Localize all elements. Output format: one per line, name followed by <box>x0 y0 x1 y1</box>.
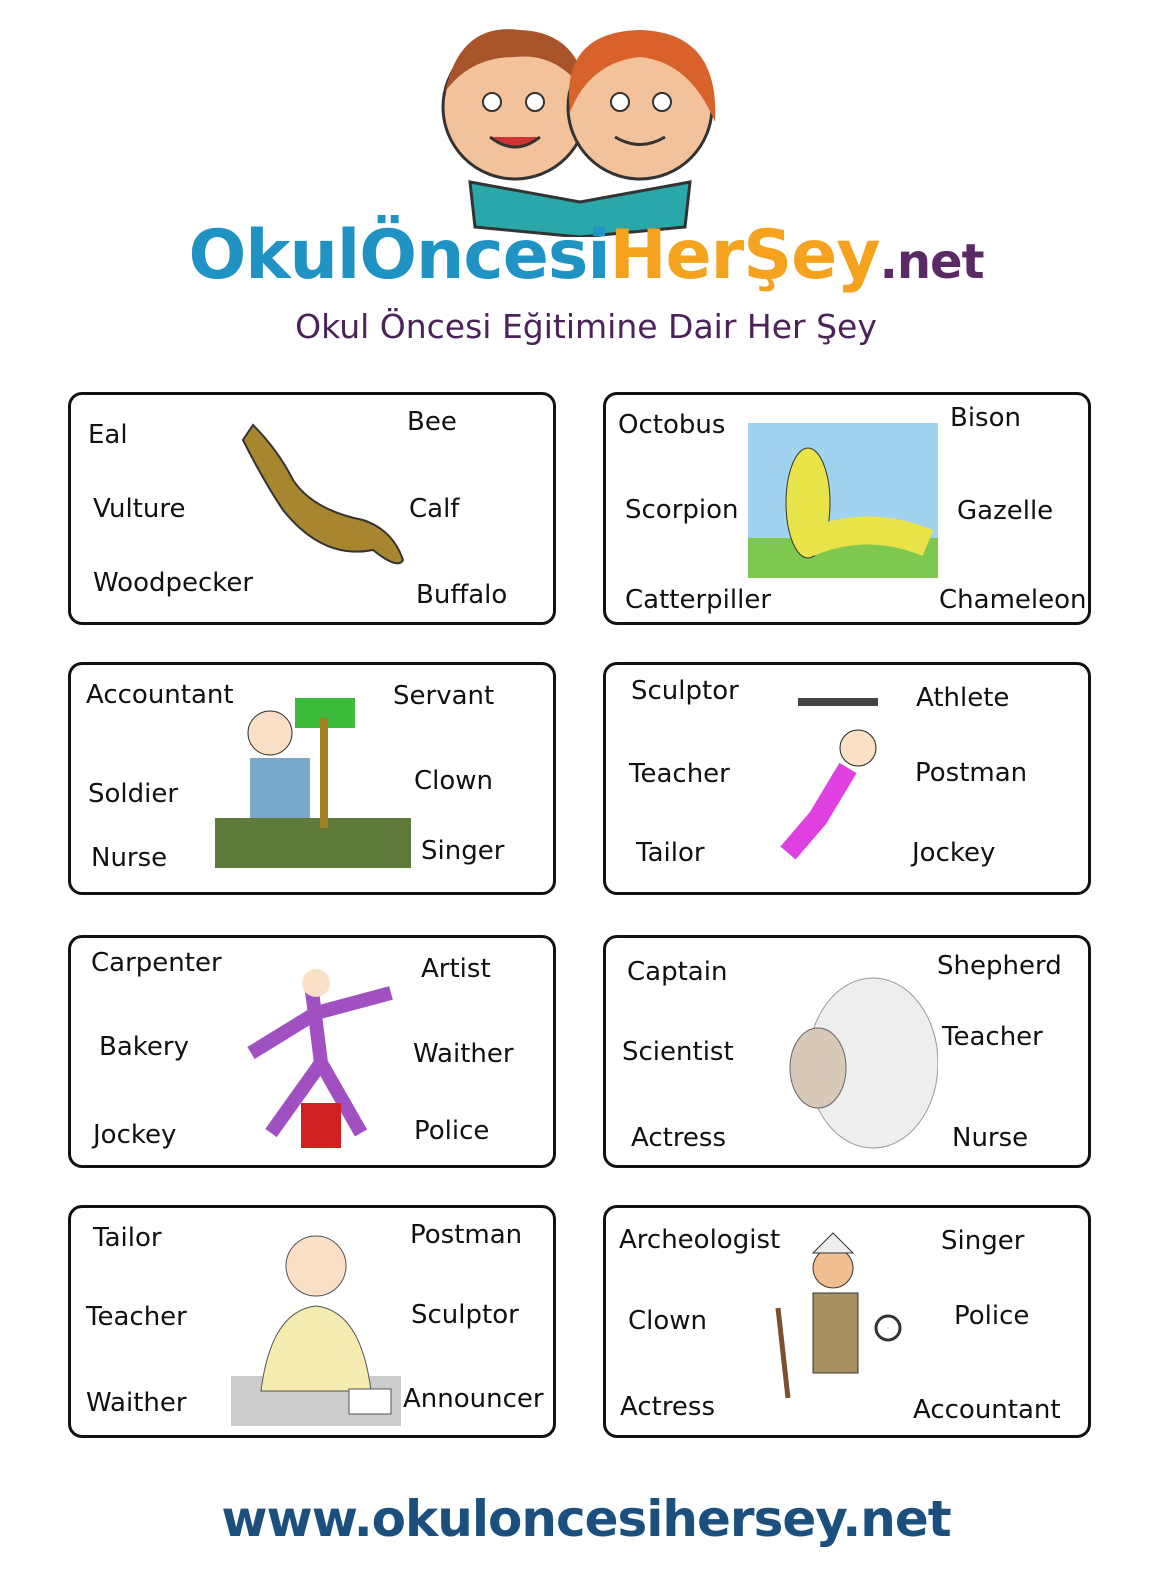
card-word: Octobus <box>618 410 726 440</box>
footer-url: www.okuloncesihersey.net <box>221 1490 951 1548</box>
card-word: Accountant <box>86 680 234 710</box>
card-word: Singer <box>941 1226 1025 1256</box>
card-word: Announcer <box>403 1384 544 1414</box>
caterpillar-illustration-icon <box>748 423 938 578</box>
card-word: Shepherd <box>937 951 1062 981</box>
card-word: Woodpecker <box>93 568 254 598</box>
card-word: Tailor <box>93 1223 162 1253</box>
card-word: Eal <box>88 420 128 450</box>
card-word: Nurse <box>91 843 168 873</box>
logo-part-1: OkulÖncesi <box>188 216 610 295</box>
vocabulary-card <box>68 392 556 625</box>
vocabulary-card <box>603 662 1091 895</box>
athlete-illustration-icon <box>778 688 903 868</box>
card-word: Vulture <box>93 494 186 524</box>
archeologist-illustration-icon <box>768 1228 940 1423</box>
vocabulary-card <box>68 935 556 1168</box>
card-word: Actress <box>620 1392 716 1422</box>
card-word: Soldier <box>88 779 179 809</box>
card-word: Jockey <box>93 1120 177 1150</box>
tagline: Okul Öncesi Eğitimine Dair Her Şey <box>295 307 877 346</box>
card-word: Calf <box>409 494 460 524</box>
vocabulary-card <box>603 935 1091 1168</box>
card-word: Waither <box>413 1039 514 1069</box>
card-word: Teacher <box>942 1022 1043 1052</box>
logo-part-3: .net <box>879 234 984 290</box>
announcer-illustration-icon <box>231 1221 401 1426</box>
card-word: Singer <box>421 836 505 866</box>
card-word: Catterpiller <box>625 585 772 615</box>
vocabulary-card <box>68 1205 556 1438</box>
card-word: Bee <box>407 407 457 437</box>
vocabulary-card <box>603 1205 1091 1438</box>
card-word: Chameleon <box>939 585 1087 615</box>
card-word: Jockey <box>912 838 996 868</box>
eel-illustration-icon <box>223 420 408 580</box>
accountant-illustration-icon <box>215 678 411 873</box>
card-word: Carpenter <box>91 948 222 978</box>
card-word: Teacher <box>86 1302 187 1332</box>
card-word: Tailor <box>636 838 705 868</box>
card-word: Waither <box>86 1388 187 1418</box>
card-word: Scientist <box>622 1037 734 1067</box>
card-word: Scorpion <box>625 495 739 525</box>
card-word: Teacher <box>629 759 730 789</box>
card-word: Postman <box>410 1220 523 1250</box>
card-word: Servant <box>393 681 495 711</box>
card-word: Buffalo <box>416 580 508 610</box>
artist-illustration-icon <box>231 963 413 1148</box>
vocabulary-card <box>603 392 1091 625</box>
card-word: Nurse <box>952 1123 1029 1153</box>
card-word: Actress <box>631 1123 727 1153</box>
card-word: Police <box>954 1301 1030 1331</box>
card-word: Clown <box>628 1306 708 1336</box>
logo-part-2: HerŞey <box>609 216 880 295</box>
card-word: Artist <box>421 954 491 984</box>
card-word: Sculptor <box>411 1300 519 1330</box>
card-word: Bison <box>950 403 1021 433</box>
card-word: Captain <box>627 957 728 987</box>
card-word: Archeologist <box>619 1225 781 1255</box>
actress-illustration-icon <box>778 973 938 1153</box>
site-logo <box>0 216 1172 295</box>
card-word: Bakery <box>99 1032 189 1062</box>
card-word: Clown <box>414 766 494 796</box>
card-word: Gazelle <box>957 496 1054 526</box>
kids-reading-logo-icon <box>430 12 730 237</box>
card-word: Police <box>414 1116 490 1146</box>
card-word: Postman <box>915 758 1028 788</box>
card-word: Athlete <box>916 683 1010 713</box>
card-word: Sculptor <box>631 676 739 706</box>
vocabulary-card <box>68 662 556 895</box>
card-word: Accountant <box>913 1395 1061 1425</box>
